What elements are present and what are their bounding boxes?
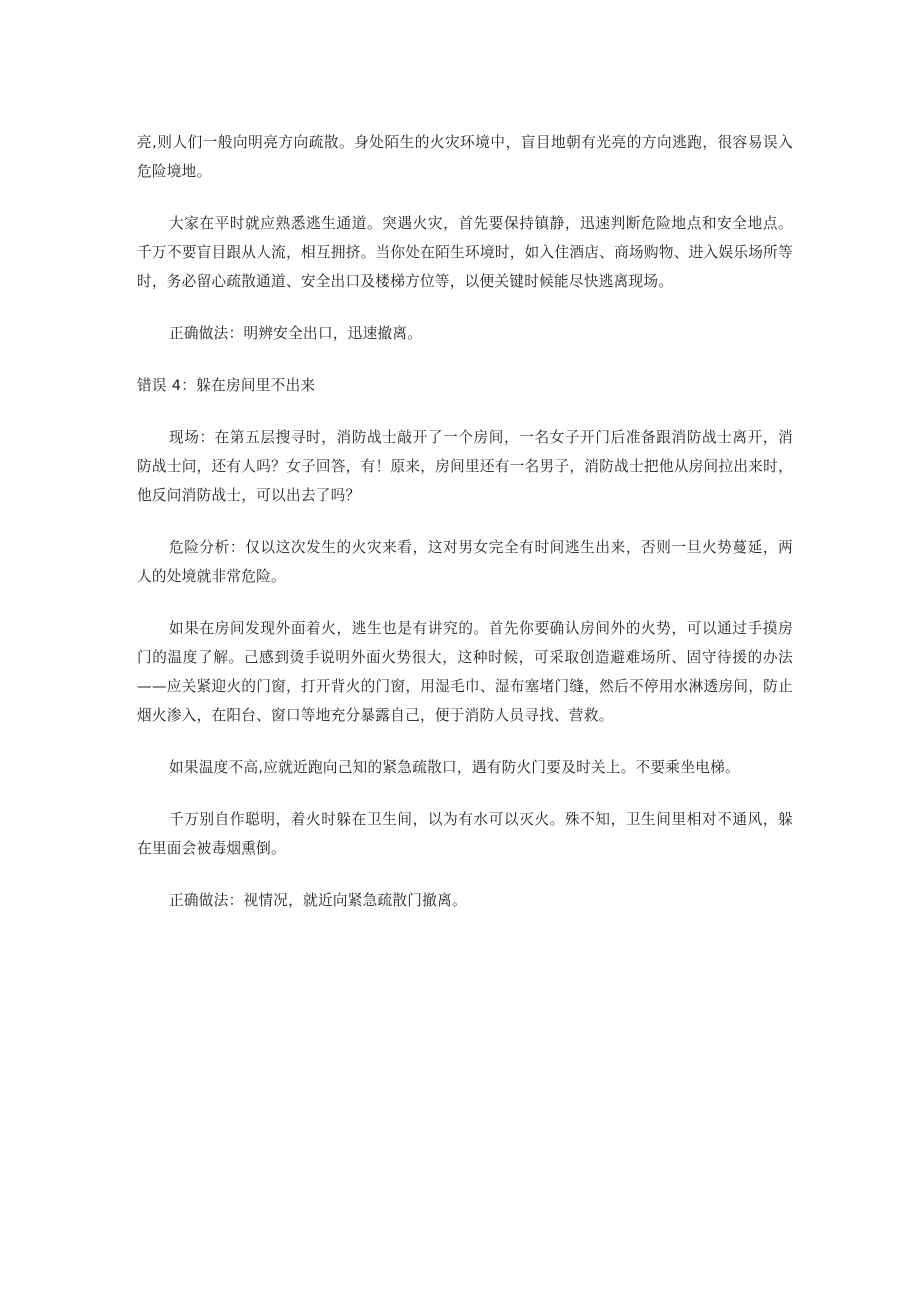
paragraph-room-fire-advice: 如果在房间发现外面着火，逃生也是有讲究的。首先你要确认房间外的火势，可以通过手摸房门的温度了解。己感到烫手说明外面火势很大，这种时候，可采取创造避难场所、固守待援的办法——应关紧迎火的门窗，打开背火的门窗，用湿毛巾、湿布塞堵门缝，然后不停用水淋透房间，防止烟火渗入，在阳台、窗口等地充分暴露自己，便于消防人员寻找、营救。 <box>137 620 793 724</box>
paragraph-correct-method-2: 正确做法：视情况，就近向紧急疏散门撤离。 <box>169 892 467 909</box>
section-heading-mistake-4: 错误 4：躲在房间里不出来 <box>137 377 316 394</box>
document-body <box>137 128 793 915</box>
paragraph-low-temperature: 如果温度不高,应就近跑向己知的紧急疏散口，遇有防火门要及时关上。不要乘坐电梯。 <box>169 759 740 776</box>
paragraph-bathroom-warning: 千万别自作聪明，着火时躲在卫生间，以为有水可以灭火。殊不知，卫生间里相对不通风，躲在里面会被毒烟熏倒。 <box>137 811 793 857</box>
paragraph-correct-method-1: 正确做法：明辨安全出口，迅速撤离。 <box>169 325 423 342</box>
paragraph-scene: 现场：在第五层搜寻时，消防战士敲开了一个房间，一名女子开门后准备跟消防战士离开，消防战士问，还有人吗？女子回答，有！原来，房间里还有一名男子，消防战士把他从房间拉出来时，他反问消防战士，可以出去了吗？ <box>137 429 793 504</box>
paragraph-continued: 亮,则人们一般向明亮方向疏散。身处陌生的火灾环境中，盲目地朝有光亮的方向逃跑，很容易误入危险境地。 <box>137 134 793 180</box>
paragraph-escape-routes: 大家在平时就应熟悉逃生通道。突遇火灾，首先要保持镇静，迅速判断危险地点和安全地点。千万不要盲目跟从人流，相互拥挤。当你处在陌生环境时，如入住酒店、商场购物、进入娱乐场所等时，务必留心疏散通道、安全出口及楼梯方位等，以便关键时候能尽快逃离现场。 <box>137 215 793 290</box>
paragraph-danger-analysis: 危险分析：仅以这次发生的火灾来看，这对男女完全有时间逃生出来，否则一旦火势蔓延，两人的处境就非常危险。 <box>137 539 793 585</box>
